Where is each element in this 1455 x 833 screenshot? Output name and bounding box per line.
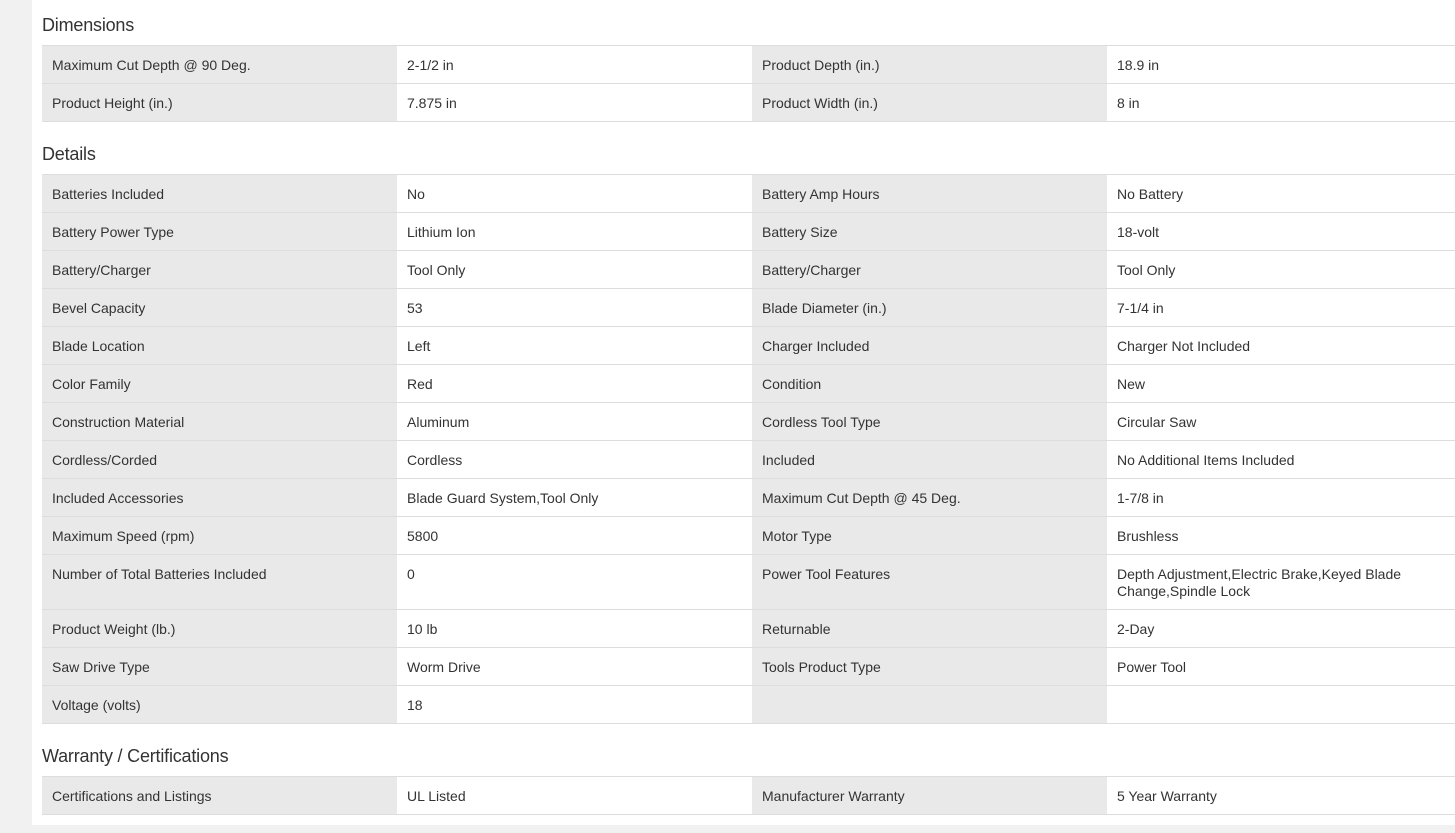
spec-value: Charger Not Included: [1107, 327, 1455, 364]
table-row: [42, 441, 1455, 479]
spec-value: 5800: [397, 517, 752, 554]
spec-label: Charger Included: [752, 327, 1107, 364]
table-row: [42, 213, 1455, 251]
table-row: [42, 610, 1455, 648]
section-warranty-certifications: [42, 731, 1455, 815]
spec-label: Maximum Cut Depth @ 90 Deg.: [42, 46, 397, 83]
spec-label: Maximum Speed (rpm): [42, 517, 397, 554]
spec-value: No Battery: [1107, 175, 1455, 212]
spec-value: 8 in: [1107, 84, 1455, 121]
spec-label: Manufacturer Warranty: [752, 777, 1107, 814]
spec-value: Circular Saw: [1107, 403, 1455, 440]
spec-value: 0: [397, 555, 752, 609]
spec-value: Tool Only: [397, 251, 752, 288]
spec-label: Battery Amp Hours: [752, 175, 1107, 212]
spec-label: Battery/Charger: [42, 251, 397, 288]
table-row: [42, 327, 1455, 365]
table-row: [42, 555, 1455, 610]
spec-value: Aluminum: [397, 403, 752, 440]
spec-label: Tools Product Type: [752, 648, 1107, 685]
spec-value: Depth Adjustment,Electric Brake,Keyed Blade Change,Spindle Lock: [1107, 555, 1455, 609]
spec-value: 18-volt: [1107, 213, 1455, 250]
spec-label: Batteries Included: [42, 175, 397, 212]
spec-value: No: [397, 175, 752, 212]
table-row: [42, 686, 1455, 724]
spec-label: Product Width (in.): [752, 84, 1107, 121]
spec-value: Red: [397, 365, 752, 402]
specifications-panel: [32, 0, 1455, 825]
spec-label: Power Tool Features: [752, 555, 1107, 609]
spec-value: 7.875 in: [397, 84, 752, 121]
spec-label: Bevel Capacity: [42, 289, 397, 326]
table-row: [42, 251, 1455, 289]
spec-label: Battery Size: [752, 213, 1107, 250]
spec-label: [752, 686, 1107, 723]
spec-label: Number of Total Batteries Included: [42, 555, 397, 609]
table-row: [42, 84, 1455, 122]
section-title: Details: [42, 144, 96, 164]
spec-value: Blade Guard System,Tool Only: [397, 479, 752, 516]
table-row: [42, 648, 1455, 686]
spec-value: 10 lb: [397, 610, 752, 647]
table-row: [42, 777, 1455, 815]
section-title: Dimensions: [42, 15, 135, 35]
spec-label: Blade Location: [42, 327, 397, 364]
spec-value: 53: [397, 289, 752, 326]
spec-label: Included: [752, 441, 1107, 478]
spec-label: Returnable: [752, 610, 1107, 647]
section-dimensions: [42, 0, 1455, 122]
spec-value: New: [1107, 365, 1455, 402]
spec-label: Battery/Charger: [752, 251, 1107, 288]
spec-value: UL Listed: [397, 777, 752, 814]
spec-value: 2-1/2 in: [397, 46, 752, 83]
spec-value: Worm Drive: [397, 648, 752, 685]
table-row: [42, 517, 1455, 555]
specs-table: [42, 45, 1455, 122]
specs-table: [42, 776, 1455, 815]
table-row: [42, 289, 1455, 327]
spec-label: Product Depth (in.): [752, 46, 1107, 83]
spec-value: No Additional Items Included: [1107, 441, 1455, 478]
table-row: [42, 46, 1455, 84]
table-row: [42, 175, 1455, 213]
spec-label: Battery Power Type: [42, 213, 397, 250]
spec-value: Cordless: [397, 441, 752, 478]
spec-value: Left: [397, 327, 752, 364]
specs-table: [42, 174, 1455, 724]
spec-value: 1-7/8 in: [1107, 479, 1455, 516]
spec-label: Maximum Cut Depth @ 45 Deg.: [752, 479, 1107, 516]
spec-label: Product Height (in.): [42, 84, 397, 121]
spec-label: Certifications and Listings: [42, 777, 397, 814]
spec-label: Product Weight (lb.): [42, 610, 397, 647]
spec-value: 18: [397, 686, 752, 723]
table-row: [42, 365, 1455, 403]
spec-label: Cordless Tool Type: [752, 403, 1107, 440]
spec-value: [1107, 686, 1455, 723]
spec-value: Power Tool: [1107, 648, 1455, 685]
spec-value: Lithium Ion: [397, 213, 752, 250]
section-details: [42, 129, 1455, 724]
spec-label: Saw Drive Type: [42, 648, 397, 685]
spec-value: 7-1/4 in: [1107, 289, 1455, 326]
spec-label: Blade Diameter (in.): [752, 289, 1107, 326]
spec-label: Color Family: [42, 365, 397, 402]
spec-value: Brushless: [1107, 517, 1455, 554]
spec-label: Voltage (volts): [42, 686, 397, 723]
spec-label: Cordless/Corded: [42, 441, 397, 478]
table-row: [42, 479, 1455, 517]
spec-value: 18.9 in: [1107, 46, 1455, 83]
spec-label: Motor Type: [752, 517, 1107, 554]
spec-label: Condition: [752, 365, 1107, 402]
spec-label: Construction Material: [42, 403, 397, 440]
table-row: [42, 403, 1455, 441]
section-title: Warranty / Certifications: [42, 746, 229, 766]
spec-value: 5 Year Warranty: [1107, 777, 1455, 814]
spec-value: 2-Day: [1107, 610, 1455, 647]
spec-label: Included Accessories: [42, 479, 397, 516]
spec-value: Tool Only: [1107, 251, 1455, 288]
